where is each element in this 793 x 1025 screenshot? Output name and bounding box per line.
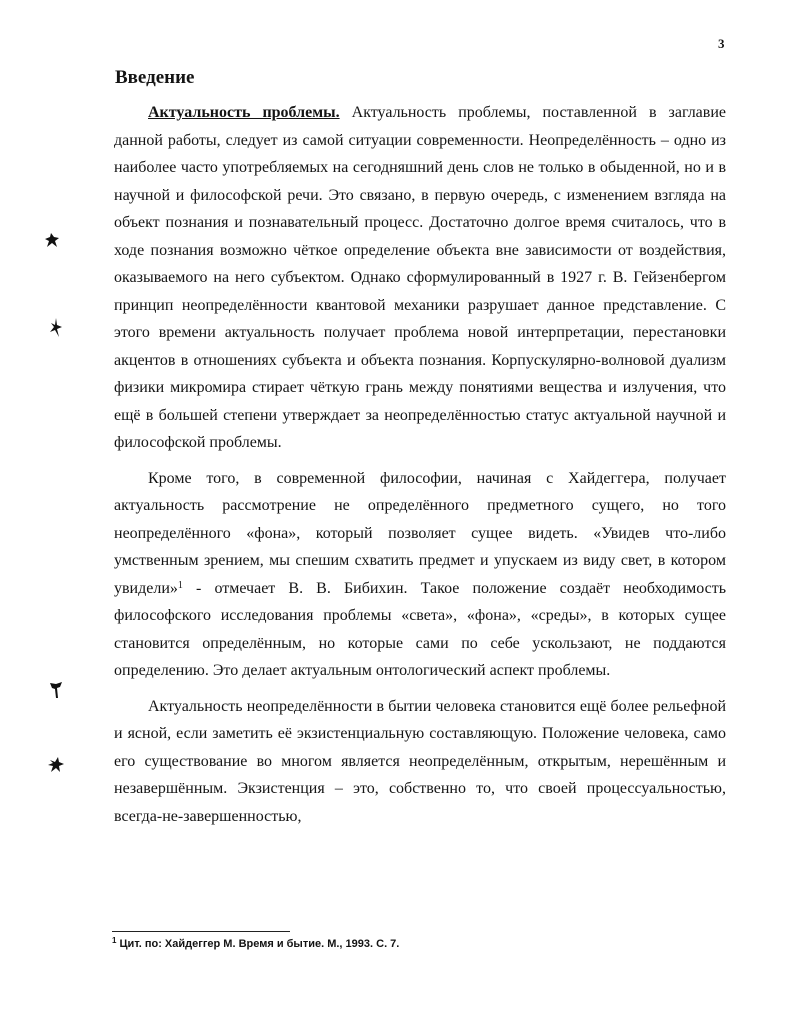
margin-mark-2-icon <box>48 317 64 339</box>
footnote-reference: 1 <box>177 579 183 591</box>
paragraph-2 <box>114 465 726 685</box>
page-number: 3 <box>718 36 725 51</box>
paragraph-run-head: Актуальность проблемы. <box>148 104 340 121</box>
footnote-number: 1 <box>112 936 117 945</box>
paragraph-3 <box>114 693 726 831</box>
body-text <box>114 99 726 830</box>
paragraph-2-text-a: Кроме того, в современной философии, начиная с Хайдеггера, получает актуальность рассмотрение не определённого предметного сущего, но того неопределённого «фона», который позволяет сущее видеть. «Увидев что-либо умственным зрением, мы спешим схватить предмет и упускаем из виду свет, в котором увидели» <box>114 469 726 597</box>
paragraph-1 <box>114 99 726 457</box>
footnote-divider <box>112 931 290 932</box>
paragraph-2-text-b: - отмечает В. В. Бибихин. Такое положение создаёт необходимость философского исследования проблемы «света», «фона», «среды», в которых сущее становится определённым, но которые сами по себе ускользают, не поддаются определению. Это делает актуальным онтологический аспект проблемы. <box>114 579 726 679</box>
section-heading: Введение <box>115 67 195 88</box>
margin-mark-1-icon <box>43 232 61 250</box>
margin-mark-4-icon <box>47 756 65 774</box>
margin-mark-3-icon <box>48 680 64 700</box>
paragraph-3-text: Актуальность неопределённости в бытии человека становится ещё более рельефной и ясной, если заметить её экзистенциальную составляющую. Положение человека, само его существование во многом является неопределённым, открытым, нерешённым и незавершённым. Экзистенция – это, собственно то, что своей процессуальностью, всегда-не-завершенностью, <box>114 697 726 825</box>
footnote <box>112 938 399 950</box>
paragraph-1-text: Актуальность проблемы, поставленной в заглавие данной работы, следует из самой ситуации современности. Неопределённость – одно из наиболее часто употребляемых на сегодняшний день слов не только в обыденной, но и в научной и философской речи. Это связано, в первую очередь, с изменением взгляда на объект познания и познавательный процесс. Достаточно долгое время считалось, что в ходе познания возможно чёткое определение объекта вне зависимости от воздействия, оказываемого на него субъектом. Однако сформулированный в 1927 г. В. Гейзенбергом принцип неопределённости квантовой механики разрушает данное представление. С этого времени актуальность получает проблема новой интерпретации, перестановки акцентов в отношениях субъекта и объекта познания. Корпускулярно-волновой дуализм физики микромира стирает чёткую грань между понятиями вещества и излучения, что ещё в большей степени утверждает за неопределённостью статус актуальной научной и философской проблемы. <box>114 104 726 451</box>
footnote-text: Цит. по: Хайдеггер М. Время и бытие. М., 1993. С. 7. <box>119 938 400 950</box>
